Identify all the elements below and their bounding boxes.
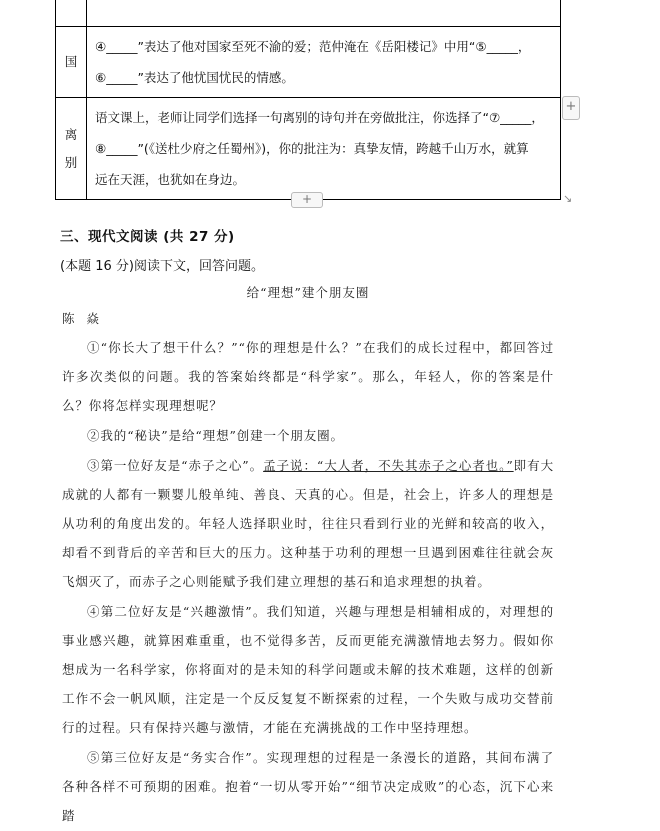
table-row [56, 98, 561, 200]
paragraph-3: ③第一位好友是“赤子之心”。孟子说：“大人者，不失其赤子之心者也。”即有大成就的人都有一颗婴儿般单纯、善良、天真的心。但是，社会上，许多人的理想是从功利的角度出发的。年轻人选择职业时，往往只看到行业的光鲜和较高的收入，却看不到背后的辛苦和巨大的压力。这种基于功利的理想一旦遇到困难往往就会灰飞烟灭了，而赤子之心则能赋予我们建立理想的基石和追求理想的执着。 [62, 458, 554, 589]
section-title: 三、现代文阅读 (共 27 分) [60, 229, 235, 245]
paragraph-2: ②我的“秘诀”是给“理想”创建一个朋友圈。 [87, 428, 344, 443]
resize-handle-icon[interactable]: ↘ [563, 192, 573, 205]
row-body-guo [87, 27, 561, 98]
reading-article [62, 282, 554, 831]
row-head-guo: 国 [56, 27, 87, 98]
table-line: ⑥_____”表达了他忧国忧民的情感。 [95, 70, 294, 85]
table-row [56, 27, 561, 98]
instruction-text: (本题 16 分)阅读下文，回答问题。 [60, 259, 264, 274]
paragraph-4: ④第二位好友是“兴趣激情”。我们知道，兴趣与理想是相辅相成的，对理想的事业感兴趣，就算困难重重，也不觉得多苦，反而更能充满激情地去努力。假如你想成为一名科学家，你将面对的是未知的科学问题或未解的技术难题，这样的创新工作不会一帆风顺，注定是一个反反复复不断探索的过程，一个失败与成功交替前行的过程。只有保持兴趣与激情，才能在充满挑战的工作中坚持理想。 [62, 604, 554, 735]
add-row-button[interactable]: + [291, 192, 323, 208]
row-head-libie: 离别 [56, 98, 87, 200]
row-body-libie [87, 98, 561, 200]
table-line: ⑧_____”(《送杜少府之任蜀州》)，你的批注为：真挚友情，跨越千山万水，就算 [95, 141, 529, 156]
add-column-button[interactable]: + [562, 96, 580, 120]
fill-in-table [55, 26, 561, 200]
table-line: 语文课上，老师让同学们选择一句离别的诗句并在旁做批注，你选择了“⑦_____， [95, 110, 544, 125]
table-line: 远在天涯，也犹如在身边。 [95, 172, 246, 187]
underlined-quote: 孟子说：“大人者，不失其赤子之心者也。” [263, 458, 514, 473]
article-author: 陈 焱 [62, 311, 103, 326]
table-top-fragment [55, 0, 561, 26]
paragraph-5: ⑤第三位好友是“务实合作”。实现理想的过程是一条漫长的道路，其间布满了各种各样不可预期的困难。抱着“一切从零开始”“细节决定成败”的心态，沉下心来踏 [62, 750, 554, 823]
article-title: 给“理想”建个朋友圈 [246, 285, 370, 300]
paragraph-1: ①“你长大了想干什么？”“你的理想是什么？”在我们的成长过程中，都回答过许多次类似的问题。我的答案始终都是“科学家”。那么，年轻人，你的答案是什么？你将怎样实现理想呢？ [62, 340, 554, 413]
table-line: ④_____”表达了他对国家至死不渝的爱；范仲淹在《岳阳楼记》中用“⑤_____， [95, 39, 531, 54]
